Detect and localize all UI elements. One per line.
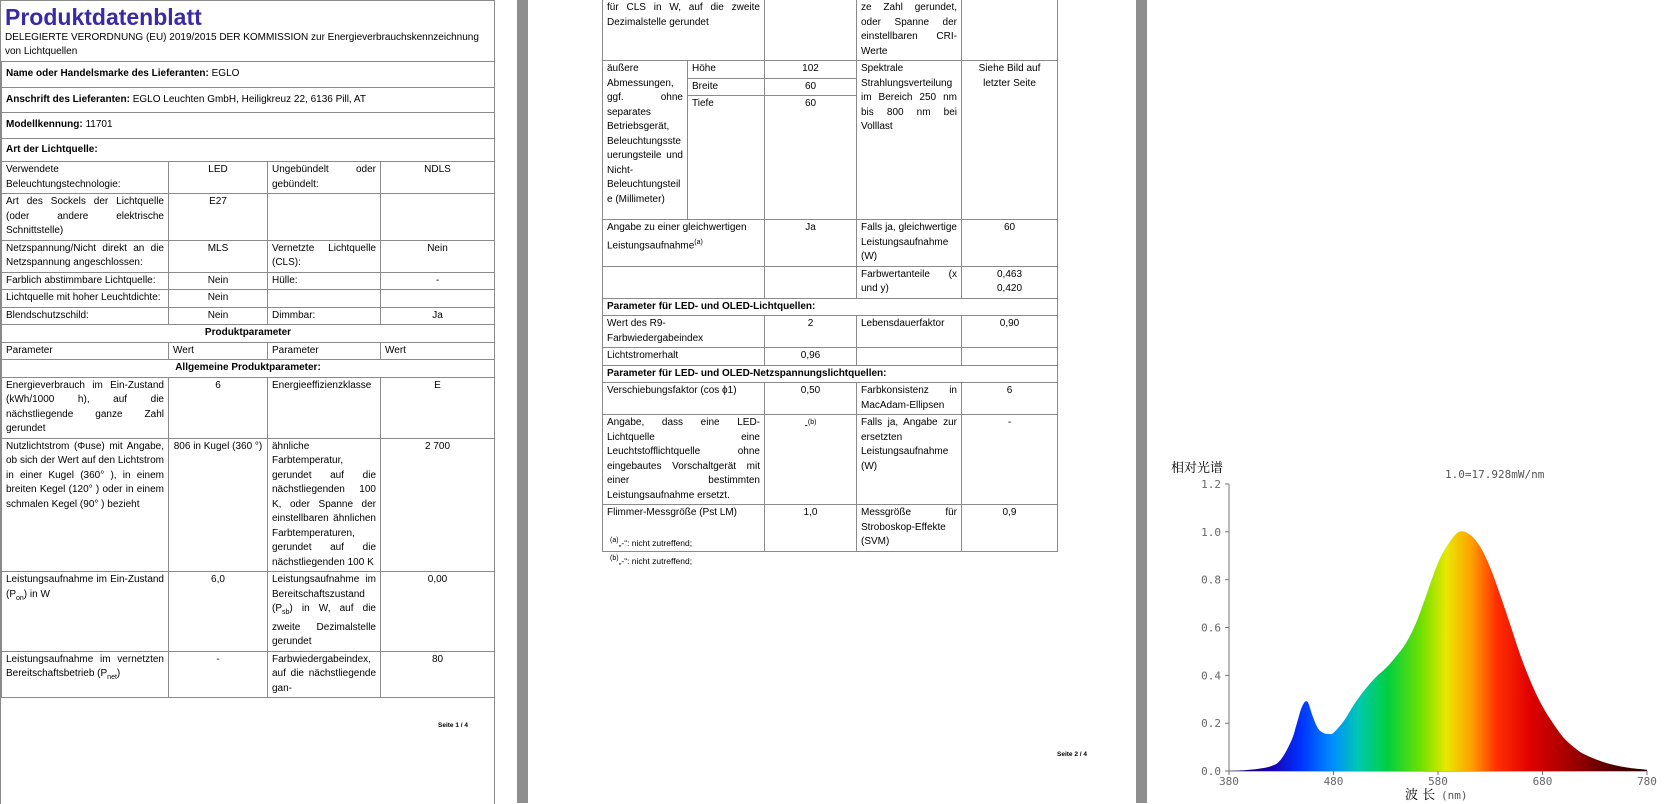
- table-row: [603, 348, 1058, 366]
- y-axis-label: 相对光谱: [1171, 461, 1224, 476]
- page-footer: Seite 1 / 4: [438, 722, 468, 729]
- param-label-text: ): [116, 668, 121, 679]
- column-header: Parameter: [268, 342, 381, 360]
- empty-cell: [603, 266, 765, 298]
- row-value: MLS: [169, 240, 268, 272]
- x-tick-label: 480: [1323, 775, 1344, 788]
- replace-power-value: -: [962, 415, 1058, 505]
- dimensions-label: äußere Abmessungen, ggf. ohne separates Betriebsgerät, Beleuchtungssteuerungsteile und Nicht-Beleuchtungsteile (Millimeter): [603, 61, 688, 220]
- param-label: Energieverbrauch im Ein-Zustand (kWh/1000 h), auf die nächstliegende ganze Zahl gerundet: [2, 377, 169, 438]
- row-value: LED: [169, 162, 268, 194]
- chroma-value: [962, 266, 1058, 298]
- regulation-text: DELEGIERTE VERORDNUNG (EU) 2019/2015 DER KOMMISSION zur Energieverbrauchskennzeichnung von Lichtquellen: [5, 32, 479, 57]
- row-label: Hülle:: [268, 272, 381, 290]
- x-tick-labels: [1219, 775, 1657, 788]
- param-label: [2, 572, 169, 652]
- footnote-marker: (a): [610, 537, 619, 544]
- column-header-row: [2, 342, 495, 360]
- table-row: [2, 272, 495, 290]
- table-row: [2, 377, 495, 438]
- table-row: [603, 0, 1058, 61]
- macadam-value: 6: [962, 383, 1058, 415]
- address-value: EGLO Leuchten GmbH, Heiligkreuz 22, 6136 Pill, AT: [132, 93, 366, 105]
- y-tick-label: 0.6: [1201, 621, 1221, 635]
- chroma-y: 0,420: [996, 283, 1023, 294]
- footnote-a: [610, 533, 692, 551]
- spectral-label: Spektrale Strahlungsverteilung im Bereich 250 nm bis 800 nm bei Volllast: [857, 61, 962, 220]
- led-heading: Parameter für LED- und OLED-Lichtquellen:: [603, 298, 1058, 316]
- x-axis-label: 波 长: [1405, 788, 1436, 803]
- table-row: [603, 220, 1058, 267]
- equiv-label-text: Angabe zu einer gleichwertigen Leistungsaufnahme: [607, 222, 747, 251]
- row-value: Nein: [169, 272, 268, 290]
- param-subscript: net: [107, 674, 117, 681]
- shift-value: 0,50: [765, 383, 857, 415]
- param-label: für CLS in W, auf die zweite Dezimalstelle gerundet: [603, 0, 765, 61]
- row-label: Lichtquelle mit hoher Leuchtdichte:: [2, 290, 169, 308]
- empty-cell: [765, 0, 857, 61]
- row-label: Ungebündelt oder gebündelt:: [268, 162, 381, 194]
- replace-value: [765, 415, 857, 505]
- y-tick-label: 1.2: [1201, 478, 1221, 491]
- row-label: Dimmbar:: [268, 307, 381, 325]
- flux-value: 0,96: [765, 348, 857, 366]
- dimensions-row: [603, 61, 1058, 79]
- column-header: Parameter: [2, 342, 169, 360]
- equiv-value: Ja: [765, 220, 857, 267]
- param-value: 2 700: [381, 438, 495, 572]
- param-label: ähnliche Farbtemperatur, gerundet auf die nächstliegenden 100 K, oder Spanne der einstellbaren ähnlichen Farbtemperaturen, gerundet auf die nächstliegenden 100 K: [268, 438, 381, 572]
- x-tick-label: 780: [1637, 775, 1657, 788]
- dimension-name: Höhe: [688, 61, 765, 79]
- document-title: Produktdatenblatt: [5, 4, 202, 30]
- x-tick-label: 380: [1219, 775, 1239, 788]
- flicker-value: 1,0: [765, 505, 857, 552]
- y-tick-label: 1.0: [1201, 525, 1221, 539]
- row-label: Verwendete Beleuchtungstechnologie:: [2, 162, 169, 194]
- dimension-name: Breite: [688, 78, 765, 96]
- row-label: Art des Sockels der Lichtquelle (oder andere elektrische Schnittstelle): [2, 194, 169, 241]
- param-label: [2, 651, 169, 698]
- param-label-text: ) in W: [23, 588, 50, 600]
- param-value: 0,00: [381, 572, 495, 652]
- spectrum-chart: [1147, 0, 1670, 803]
- page-1-frame: [0, 0, 495, 804]
- footnote-marker: (b): [610, 554, 619, 562]
- spectrum-area: [1229, 531, 1647, 771]
- page-separator: [1136, 0, 1147, 803]
- macadam-label: Farbkonsistenz in MacAdam-Ellipsen: [857, 383, 962, 415]
- param-label: [268, 572, 381, 652]
- row-value: Ja: [381, 307, 495, 325]
- empty-cell: [962, 0, 1058, 61]
- table-row: [2, 240, 495, 272]
- page-1: [0, 0, 495, 803]
- chart-annotation: 1.0=17.928mW/nm: [1445, 468, 1545, 481]
- footnote-ref: (a): [694, 238, 703, 246]
- row-value: Nein: [169, 290, 268, 308]
- table-row: [2, 194, 495, 241]
- row-label: Netzspannung/Nicht direkt an die Netzspannung angeschlossen:: [2, 240, 169, 272]
- x-tick-label: 680: [1532, 775, 1553, 788]
- row-label: [268, 194, 381, 241]
- model-value: 11701: [85, 119, 113, 130]
- replace-label: Angabe, dass eine LED-Lichtquelle eine Leuchtstofflichtquelle ohne eingebautes Vorschaltgerät mit einer bestimmten Leistungsaufnahme ersetzt.: [603, 415, 765, 505]
- param-label: ze Zahl gerundet, oder Spanne der einstellbaren CRI-Werte: [857, 0, 962, 61]
- chroma-label: Farbwertanteile (x und y): [857, 266, 962, 298]
- row-label: Vernetzte Lichtquelle (CLS):: [268, 240, 381, 272]
- column-header: Wert: [169, 342, 268, 360]
- product-table-continued: [602, 0, 1058, 552]
- row-label: Blendschutzschild:: [2, 307, 169, 325]
- row-label: Farblich abstimmbare Lichtquelle:: [2, 272, 169, 290]
- param-label: Energieeffizienzklasse: [268, 377, 381, 438]
- table-row: [2, 307, 495, 325]
- param-value: 6: [169, 377, 268, 438]
- r9-label: Wert des R9-Farbwiedergabeindex: [603, 316, 765, 348]
- supplier-value: EGLO: [211, 68, 240, 79]
- dimension-value: 102: [765, 61, 857, 79]
- table-row: [603, 266, 1058, 298]
- life-value: 0,90: [962, 316, 1058, 348]
- dimension-name: Tiefe: [688, 96, 765, 220]
- y-tick-label: 0.4: [1201, 669, 1221, 683]
- strobe-value: 0,9: [962, 505, 1058, 552]
- dimension-value: 60: [765, 96, 857, 220]
- table-row: [2, 162, 495, 194]
- param-value: 806 in Kugel (360 °): [169, 438, 268, 572]
- supplier-row: [2, 62, 495, 88]
- spectral-value: Siehe Bild auf letzter Seite: [962, 61, 1058, 220]
- supplier-label: Name oder Handelsmarke des Lieferanten:: [6, 68, 209, 79]
- param-value: -: [169, 651, 268, 698]
- page-footer: Seite 2 / 4: [1057, 751, 1087, 758]
- empty-cell: [765, 266, 857, 298]
- y-tick-label: 0.2: [1201, 717, 1221, 731]
- model-row: [2, 113, 495, 139]
- table-row: [2, 572, 495, 652]
- y-tick-label: 0.0: [1201, 765, 1221, 778]
- row-value: Nein: [381, 240, 495, 272]
- type-heading: Art der Lichtquelle:: [2, 138, 495, 162]
- table-row: [2, 651, 495, 698]
- row-value: Nein: [169, 307, 268, 325]
- page-2: [560, 0, 1100, 803]
- footnote-b: [610, 551, 692, 569]
- table-row: [2, 438, 495, 572]
- table-row: [603, 316, 1058, 348]
- dimension-value: 60: [765, 78, 857, 96]
- equiv-label: [603, 220, 765, 267]
- footnote-ref: (b): [807, 419, 817, 426]
- row-value: NDLS: [381, 162, 495, 194]
- row-label: [268, 290, 381, 308]
- page-3: [1147, 0, 1670, 803]
- strobe-label: Messgröße für Stroboskop-Effekte (SVM): [857, 505, 962, 552]
- table-row: [2, 290, 495, 308]
- page-separator: [517, 0, 528, 803]
- produktparameter-heading: Produktparameter: [2, 325, 495, 343]
- flicker-label: Flimmer-Messgröße (Pst LM): [603, 505, 765, 552]
- param-subscript: sb: [282, 609, 290, 616]
- chroma-x: 0,463: [996, 268, 1023, 280]
- param-label-text: ) in W, auf die zweite Dezimalstelle gerundet: [272, 603, 376, 647]
- row-value: [381, 290, 495, 308]
- footnotes: [610, 533, 692, 569]
- empty-cell: [857, 348, 962, 366]
- row-value: -: [381, 272, 495, 290]
- param-label-text: Leistungsaufnahme im vernetzten Bereitschaftsbetrieb (P: [6, 653, 164, 679]
- shift-label: Verschiebungsfaktor (cos ϕ1): [603, 383, 765, 415]
- table-row: [603, 415, 1058, 505]
- x-tick-label: 580: [1428, 775, 1448, 788]
- param-label-text: Leistungsaufnahme im Bereitschaftszustand (P: [272, 574, 376, 614]
- footnote-text: „-“: nicht zutreffend;: [618, 555, 693, 566]
- param-label-text: Leistungsaufnahme im Ein-Zustand (P: [6, 574, 164, 600]
- allgemeine-heading: Allgemeine Produktparameter:: [2, 360, 495, 378]
- replace-value-text: -: [804, 420, 808, 432]
- y-tick-label: 0.8: [1201, 573, 1221, 587]
- param-label: Farbwiedergabeindex, auf die nächstliegende gan-: [268, 651, 381, 698]
- address-row: [2, 87, 495, 113]
- equiv-power-value: 60: [962, 220, 1058, 267]
- product-table: [1, 61, 495, 698]
- param-subscript: on: [16, 594, 24, 602]
- row-value: E27: [169, 194, 268, 241]
- x-axis-unit: (nm): [1441, 789, 1468, 802]
- flux-label: Lichtstromerhalt: [603, 348, 765, 366]
- address-label: Anschrift des Lieferanten:: [6, 93, 130, 105]
- y-tick-labels: [1201, 478, 1221, 778]
- life-label: Lebensdauerfaktor: [857, 316, 962, 348]
- param-label: Nutzlichtstrom (Φuse) mit Angabe, ob sich der Wert auf den Lichtstrom in einer Kugel (360° ), in einem breiten Kegel (120° ) oder in einem schmalen Kegel (90° ) bezieht: [2, 438, 169, 572]
- table-row: [603, 383, 1058, 415]
- r9-value: 2: [765, 316, 857, 348]
- param-value: E: [381, 377, 495, 438]
- equiv-power-label: Falls ja, gleichwertige Leistungsaufnahme (W): [857, 220, 962, 267]
- row-value: [381, 194, 495, 241]
- param-value: 80: [381, 651, 495, 698]
- replace-power-label: Falls ja, Angabe zur ersetzten Leistungsaufnahme (W): [857, 415, 962, 505]
- column-header: Wert: [381, 342, 495, 360]
- model-label: Modellkennung:: [6, 119, 83, 130]
- footnote-text: „-“: nicht zutreffend;: [618, 537, 693, 548]
- empty-cell: [962, 348, 1058, 366]
- param-value: 6,0: [169, 572, 268, 652]
- mains-heading: Parameter für LED- und OLED-Netzspannungslichtquellen:: [603, 365, 1058, 383]
